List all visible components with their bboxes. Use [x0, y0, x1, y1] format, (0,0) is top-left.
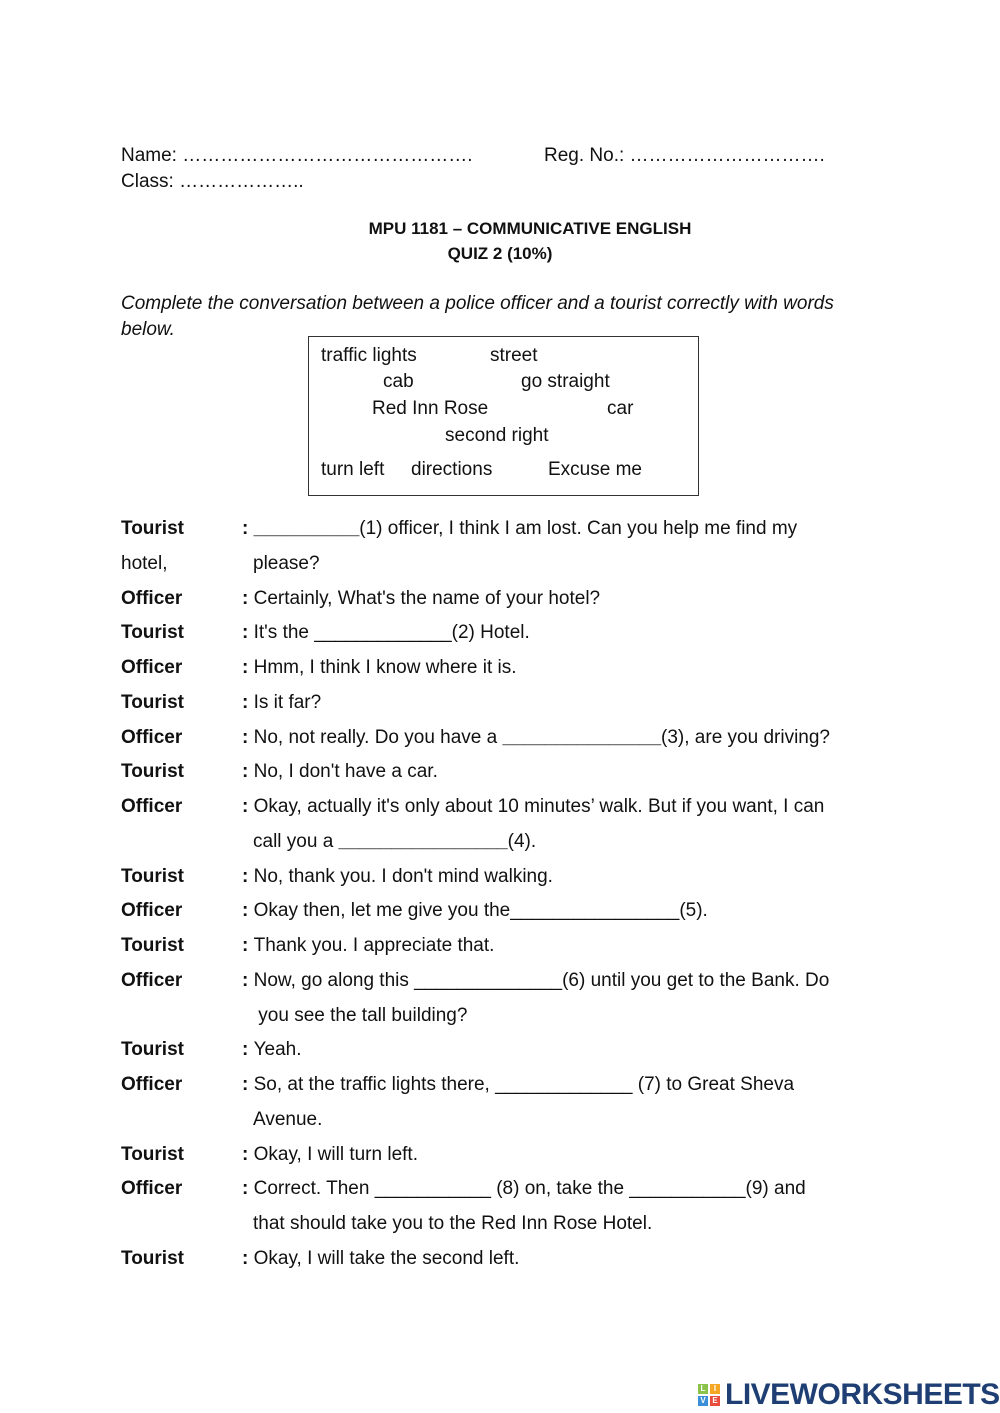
colon: : — [242, 796, 254, 817]
liveworksheets-logo — [697, 1378, 1000, 1412]
word-bank-box — [308, 336, 699, 496]
dialogue-text: Is it far? — [253, 691, 322, 713]
dialogue-line — [242, 935, 494, 957]
dialogue-line — [242, 1144, 418, 1166]
speaker-label: Tourist — [121, 1143, 184, 1165]
logo-icon — [697, 1383, 723, 1407]
instruction-line-1: Complete the conversation between a police officer and a tourist correctly with words — [121, 293, 834, 314]
dialogue-text: Okay, I will take the second left. — [253, 1247, 520, 1269]
logo-letter-square: E — [710, 1396, 720, 1406]
dialogue-line — [242, 866, 553, 888]
speaker-label: Tourist — [121, 691, 184, 713]
dialogue-text: It's the _____________(2) Hotel. — [253, 622, 530, 644]
dialogue-text: Certainly, What's the name of your hotel? — [253, 587, 601, 609]
dialogue-text: Okay then, let me give you the________________(5). — [253, 900, 708, 922]
logo-letter-square: I — [710, 1384, 720, 1394]
colon: : — [242, 1247, 254, 1269]
speaker-label: Officer — [121, 1178, 183, 1200]
colon: : — [242, 691, 254, 713]
logo-text: LIVEWORKSHEETS — [725, 1378, 1000, 1411]
dialogue-text: Hmm, I think I know where it is. — [253, 657, 517, 678]
colon: : — [242, 1143, 254, 1165]
answer-blank[interactable]: ________________ — [338, 830, 508, 852]
speaker-label: Officer — [121, 657, 183, 678]
speaker-label: Officer — [121, 726, 183, 748]
logo-letter-square: V — [698, 1396, 708, 1406]
speaker-label: Officer — [121, 1074, 183, 1095]
course-title: MPU 1181 – COMMUNICATIVE ENGLISH — [368, 219, 692, 238]
colon: : — [242, 657, 254, 678]
colon: : — [242, 865, 254, 887]
dialogue-text: Yeah. — [253, 1039, 302, 1061]
speaker-label: hotel, — [121, 552, 168, 574]
speaker-label: Officer — [121, 900, 183, 922]
speaker-label: Tourist — [121, 518, 184, 539]
dialogue-text: Okay, actually it's only about 10 minutes’ walk. But if you want, I can — [253, 796, 825, 817]
speaker-label: Officer — [121, 587, 183, 609]
dialogue-line — [242, 692, 321, 714]
colon: : — [242, 518, 254, 539]
word-bank-item: second right — [445, 425, 549, 446]
word-bank-item: turn left — [321, 459, 385, 480]
colon: : — [242, 935, 254, 956]
answer-blank[interactable]: __________ — [253, 518, 360, 539]
dialogue-line — [242, 518, 797, 540]
dialogue-continuation: Avenue. — [253, 1108, 323, 1130]
dialogue-continuation: please? — [253, 552, 320, 574]
colon: : — [242, 1074, 254, 1095]
instruction-line-2: below. — [121, 319, 175, 340]
dialogue-line — [242, 657, 517, 679]
colon: : — [242, 969, 254, 991]
colon: : — [242, 761, 254, 783]
dialogue-line — [242, 1039, 302, 1061]
speaker-label: Tourist — [121, 935, 184, 956]
dialogue-line — [242, 900, 708, 922]
dialogue-line — [242, 761, 438, 783]
speaker-label: Tourist — [121, 622, 184, 644]
dialogue-line — [242, 588, 600, 610]
dialogue-line — [242, 1248, 519, 1270]
dialogue-text: (4). — [507, 830, 537, 852]
dialogue-text: Now, go along this ______________(6) until you get to the Bank. Do — [253, 969, 830, 991]
speaker-label: Tourist — [121, 1247, 184, 1269]
dialogue-text: (3), are you driving? — [661, 726, 830, 748]
colon: : — [242, 900, 254, 922]
speaker-label: Tourist — [121, 865, 184, 887]
colon: : — [242, 726, 254, 748]
dialogue-text: No, thank you. I don't mind walking. — [253, 865, 553, 887]
speaker-label: Tourist — [121, 761, 184, 783]
colon: : — [242, 1178, 254, 1200]
dialogue-text: No, I don't have a car. — [253, 761, 438, 783]
word-bank-item: traffic lights — [321, 345, 417, 366]
word-bank-item: Excuse me — [548, 459, 642, 480]
word-bank-item: directions — [411, 459, 493, 480]
dialogue-line — [242, 970, 829, 992]
answer-blank[interactable]: _______________ — [502, 726, 662, 748]
word-bank-item: Red Inn Rose — [372, 398, 489, 419]
dialogue-continuation: that should take you to the Red Inn Rose Hotel. — [253, 1213, 653, 1234]
colon: : — [242, 1039, 254, 1061]
colon: : — [242, 587, 254, 609]
dialogue-line — [253, 831, 536, 853]
dialogue-text: Correct. Then ___________ (8) on, take the ___________(9) and — [253, 1178, 806, 1200]
dialogue-continuation: you see the tall building? — [253, 1004, 468, 1026]
name-field[interactable]: Name: ………………………………………. — [121, 145, 473, 166]
colon: : — [242, 622, 254, 644]
speaker-label: Officer — [121, 796, 183, 817]
dialogue-text: (1) officer, I think I am lost. Can you help me find my — [359, 518, 798, 539]
logo-letter-square: L — [698, 1384, 708, 1394]
dialogue-line — [242, 727, 830, 749]
word-bank-item: go straight — [521, 371, 610, 392]
dialogue-text: So, at the traffic lights there, _____________ (7) to Great Sheva — [253, 1074, 795, 1095]
dialogue-text: Thank you. I appreciate that. — [253, 935, 495, 956]
dialogue-text: Okay, I will turn left. — [253, 1143, 418, 1165]
dialogue-line — [242, 796, 824, 818]
class-field[interactable]: Class: ……………….. — [121, 171, 304, 192]
dialogue-line — [242, 1178, 806, 1200]
dialogue-line — [242, 622, 530, 644]
reg-no-field[interactable]: Reg. No.: …………………………. — [544, 145, 825, 166]
dialogue-text: No, not really. Do you have a — [253, 726, 503, 748]
dialogue-line — [242, 1074, 794, 1096]
speaker-label: Tourist — [121, 1039, 184, 1061]
word-bank-item: street — [490, 345, 538, 366]
speaker-label: Officer — [121, 969, 183, 991]
word-bank-item: cab — [383, 371, 414, 392]
quiz-title: QUIZ 2 (10%) — [447, 244, 553, 263]
word-bank-item: car — [607, 398, 634, 419]
dialogue-text: call you a — [253, 830, 339, 852]
